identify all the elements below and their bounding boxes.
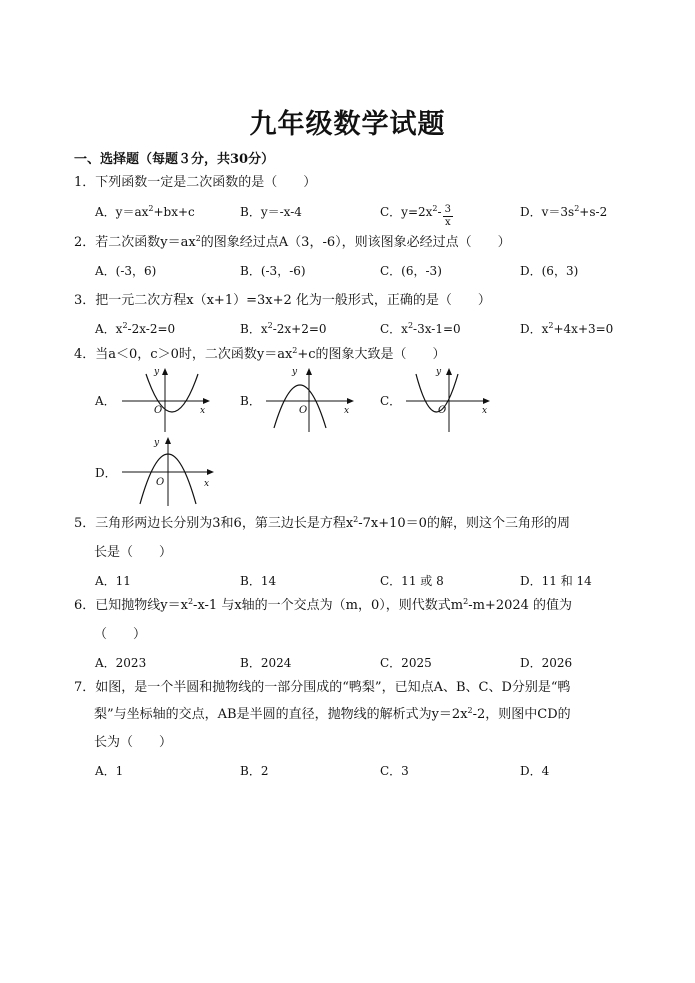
y-axis-arrow bbox=[446, 368, 452, 375]
question-4-stem: 4．当a＜0，c＞0时，二次函数$y=ax^2+c$的图象大致是（ ） bbox=[74, 346, 446, 362]
x-label: x bbox=[204, 479, 210, 489]
question-3-option-d: D．$x^2+4x+3=0$ bbox=[520, 321, 614, 336]
x-axis-arrow bbox=[203, 398, 210, 404]
question-4-option-c-label: C． bbox=[380, 394, 402, 408]
question-6-option-d: D．2026 bbox=[520, 656, 573, 670]
y-axis-arrow bbox=[306, 368, 312, 375]
question-2-stem: 2．若二次函数$y=ax^2$的图象经过点A（3，-6），则该图象必经过点（ ） bbox=[74, 234, 511, 250]
question-2-option-c: C．(6，-3) bbox=[380, 264, 442, 278]
question-5-stem-line-2: 长是（ ） bbox=[94, 545, 173, 560]
question-2-option-a: A．(-3，6) bbox=[95, 264, 157, 278]
question-7-stem-line-2: 梨”与坐标轴的交点，AB是半圆的直径，抛物线的解析式为$y=2x^2-2$，则图中CD的 bbox=[94, 706, 571, 722]
question-6-option-a: A．2023 bbox=[95, 656, 147, 670]
question-1-option-d: D．$v=3s^2+s-2$ bbox=[520, 204, 608, 219]
y-label: y bbox=[292, 367, 298, 377]
question-1-option-c: C．$y=2x^2-$ $\frac{3}{x}$ bbox=[380, 204, 451, 228]
x-label: x bbox=[200, 406, 206, 416]
question-5-option-a: A．11 bbox=[95, 574, 131, 588]
y-label: y bbox=[436, 367, 442, 377]
question-2-option-d: D．(6，3) bbox=[520, 264, 579, 278]
question-1-stem: 1．下列函数一定是二次函数的是（ ） bbox=[74, 175, 317, 190]
y-label: y bbox=[154, 438, 160, 448]
parabola bbox=[416, 374, 458, 412]
question-5-option-b: B．14 bbox=[240, 574, 277, 588]
question-7-option-a: A．1 bbox=[95, 764, 124, 778]
x-axis-arrow bbox=[483, 398, 490, 404]
question-5-stem-line-1: 5．三角形两边长分别为3和6，第三边长是方程$x^2-7x+10=0$的解，则这个三角形的周 bbox=[74, 515, 570, 531]
question-1-option-a: A．$y=ax^2+bx+c$ bbox=[95, 204, 195, 219]
question-1-option-b: B．y＝-x-4 bbox=[240, 205, 302, 219]
y-axis-arrow bbox=[165, 437, 171, 444]
y-label: y bbox=[154, 367, 160, 377]
question-4-graph-d bbox=[118, 432, 218, 508]
question-5-option-d: D．11 和 14 bbox=[520, 574, 592, 588]
question-7-option-c: C．3 bbox=[380, 764, 409, 778]
question-4-graph-a bbox=[118, 364, 213, 434]
question-4-option-d-label: D． bbox=[95, 466, 117, 480]
x-label: x bbox=[344, 406, 350, 416]
question-2-option-b: B．(-3，-6) bbox=[240, 264, 306, 278]
question-3-option-b: B．$x^2-2x+2=0$ bbox=[240, 321, 327, 336]
x-axis-arrow bbox=[207, 469, 214, 475]
question-7-option-b: B．2 bbox=[240, 764, 269, 778]
question-7-stem-line-1: 7．如图，是一个半圆和抛物线的一部分围成的“鸭梨”，已知点A、B、C、D分别是“鸭 bbox=[74, 680, 571, 695]
question-6-option-b: B．2024 bbox=[240, 656, 292, 670]
question-4-option-a-label: A． bbox=[95, 394, 116, 408]
question-4-option-b-label: B． bbox=[240, 394, 261, 408]
question-6-stem-line-2: （ ） bbox=[94, 627, 147, 642]
question-6-option-c: C．2025 bbox=[380, 656, 432, 670]
origin-label: O bbox=[299, 405, 308, 416]
question-3-option-c: C．$x^2-3x-1=0$ bbox=[380, 321, 461, 336]
question-3-option-a: A．$x^2-2x-2=0$ bbox=[95, 321, 176, 336]
origin-label: O bbox=[156, 477, 165, 488]
x-axis-arrow bbox=[347, 398, 354, 404]
y-axis-arrow bbox=[162, 368, 168, 375]
question-7-option-d: D．4 bbox=[520, 764, 550, 778]
question-6-stem-line-1: 6．已知抛物线$y=x^2-x-1$ 与x轴的一个交点为（m，0），则代数式$m^2-m+2024$ 的值为 bbox=[74, 597, 573, 613]
page-title: 九年级数学试题 bbox=[249, 109, 446, 140]
question-3-stem: 3．把一元二次方程x（x+1）=3x+2 化为一般形式，正确的是（ ） bbox=[74, 293, 491, 308]
section-heading: 一、选择题（每题３分，共30分） bbox=[74, 152, 275, 167]
origin-label: O bbox=[154, 405, 163, 416]
origin-label: O bbox=[438, 405, 447, 416]
x-label: x bbox=[482, 406, 488, 416]
question-4-graph-c bbox=[402, 364, 497, 434]
question-7-stem-line-3: 长为（ ） bbox=[94, 735, 173, 750]
question-5-option-c: C．11 或 8 bbox=[380, 574, 444, 588]
fraction-3-over-x: $\frac{3}{x}$ bbox=[444, 204, 451, 228]
question-4-graph-b bbox=[262, 364, 357, 434]
